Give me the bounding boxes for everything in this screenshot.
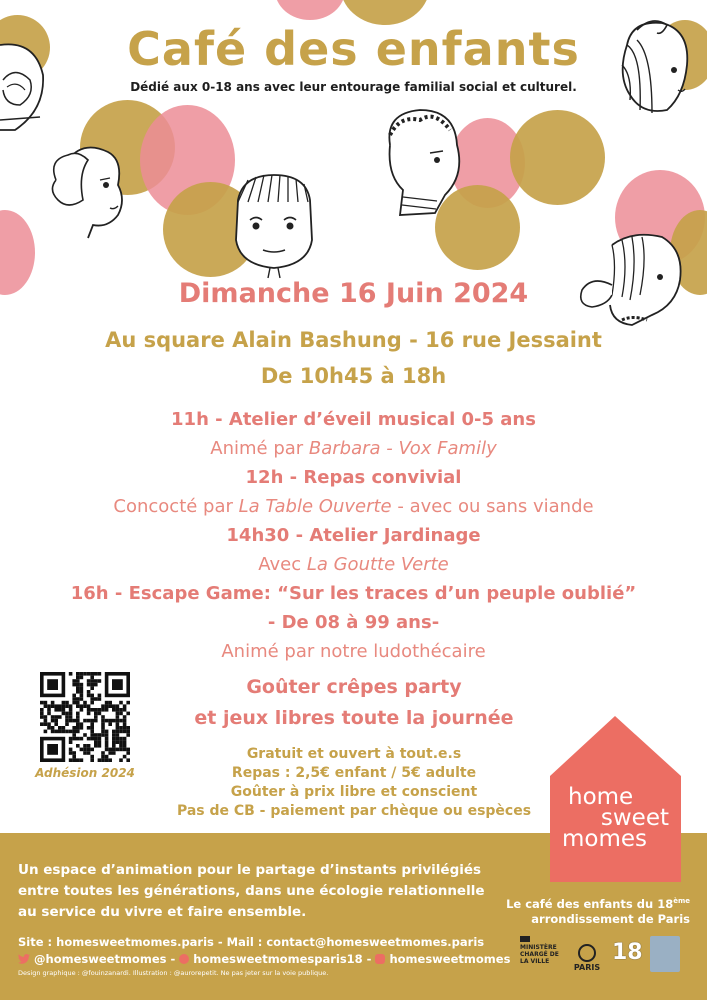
tagline-main: Le café des enfants du 18 [506, 896, 674, 911]
program-text: Animé par [210, 438, 309, 459]
membership-label: Adhésion 2024 [35, 766, 135, 780]
tagline-sup: ème [673, 897, 690, 905]
footer-description: Un espace d’animation pour le partage d’instants privilégiés entre toutes les générations, dans une écologie relationnelle au service du vivre et faire ensemble. [18, 862, 485, 920]
program-text: La Goutte Verte [306, 554, 449, 575]
logo-text-home: home [568, 784, 634, 810]
arrondissement-logo: 18 [612, 940, 643, 965]
footer-contacts [18, 934, 511, 977]
facebook-icon[interactable] [179, 954, 189, 964]
paris-logo-text: PARIS [573, 963, 601, 972]
gouter-line-1: Goûter crêpes party [246, 676, 462, 698]
program-text: Avec [258, 554, 307, 575]
ship-icon [578, 944, 596, 962]
program-text: - De 08 à 99 ans- [267, 612, 440, 633]
face-illustration-center [228, 170, 320, 280]
face-illustration-left [48, 140, 138, 240]
program-text: 16h - Escape Game: “Sur les traces d’un peuple oublié” [70, 583, 637, 604]
logo-text [548, 784, 683, 852]
event-date: Dimanche 16 Juin 2024 [178, 278, 529, 309]
program-text: Animé par notre ludothécaire [221, 641, 486, 662]
program-text: 11h - Atelier d’éveil musical 0-5 ans [171, 409, 536, 430]
program-text: 12h - Repas convivial [245, 467, 462, 488]
info-list [150, 745, 558, 821]
page-title: Café des enfants [127, 22, 580, 76]
info-line: Gratuit et ouvert à tout.e.s [246, 746, 462, 762]
program-item-title [0, 579, 707, 608]
paris-logo [572, 944, 602, 971]
gouter-line-2: et jeux libres toute la journée [194, 707, 514, 729]
program-item-detail [0, 550, 707, 579]
program-text: Concocté par [113, 496, 239, 517]
page-subtitle: Dédié aux 0-18 ans avec leur entourage familial social et culturel. [130, 80, 577, 94]
footer-tagline [480, 894, 690, 927]
face-illustration-center-right [375, 105, 470, 220]
program-item-title [0, 405, 707, 434]
facebook-handle[interactable]: homesweetmomesparis18 [193, 952, 363, 966]
program-item-title [0, 521, 707, 550]
program-text: 14h30 - Atelier Jardinage [226, 525, 481, 546]
ministry-logo-text: MINISTÈRE CHARGÉ DE LA VILLE [520, 944, 559, 965]
twitter-icon[interactable] [18, 954, 30, 964]
instagram-handle[interactable]: homesweetmomes [389, 952, 511, 966]
event-hours: De 10h45 à 18h [260, 364, 447, 388]
tagline-end: arrondissement de Paris [531, 911, 690, 926]
info-line: Pas de CB - paiement par chèque ou espèces [176, 803, 532, 819]
qr-code[interactable] [40, 672, 130, 762]
site-mail-line[interactable]: Site : homesweetmomes.paris - Mail : contact@homesweetmomes.paris [18, 935, 485, 949]
program-item-detail [0, 492, 707, 521]
program-text: La Table Ouverte [238, 496, 392, 517]
info-line: Goûter à prix libre et conscient [230, 784, 478, 800]
partner-logos [520, 936, 690, 981]
caf-logo [650, 936, 680, 972]
flag-icon [520, 936, 530, 942]
program-text: - avec ou sans viande [391, 496, 594, 517]
social-line: @homesweetmomes - homesweetmomesparis18 - homesweetmomes [18, 951, 488, 968]
event-place: Au square Alain Bashung - 16 rue Jessaint [105, 328, 602, 352]
logo-text-sweet: sweet [600, 805, 669, 831]
program-list [0, 405, 707, 666]
info-line: Repas : 2,5€ enfant / 5€ adulte [231, 765, 477, 781]
instagram-icon[interactable] [375, 954, 385, 964]
logo-text-momes: momes [562, 826, 648, 852]
twitter-handle[interactable]: @homesweetmomes [34, 952, 167, 966]
program-item-title [0, 608, 707, 637]
ministry-logo [520, 936, 565, 965]
credits-line: Design graphique : @fouinzanardi. Illustration : @aurorepetit. Ne pas jeter sur la voie publique. [18, 969, 329, 977]
program-text: Barbara - Vox Family [308, 438, 497, 459]
program-item-detail [0, 637, 707, 666]
program-item-detail [0, 434, 707, 463]
program-item-title [0, 463, 707, 492]
